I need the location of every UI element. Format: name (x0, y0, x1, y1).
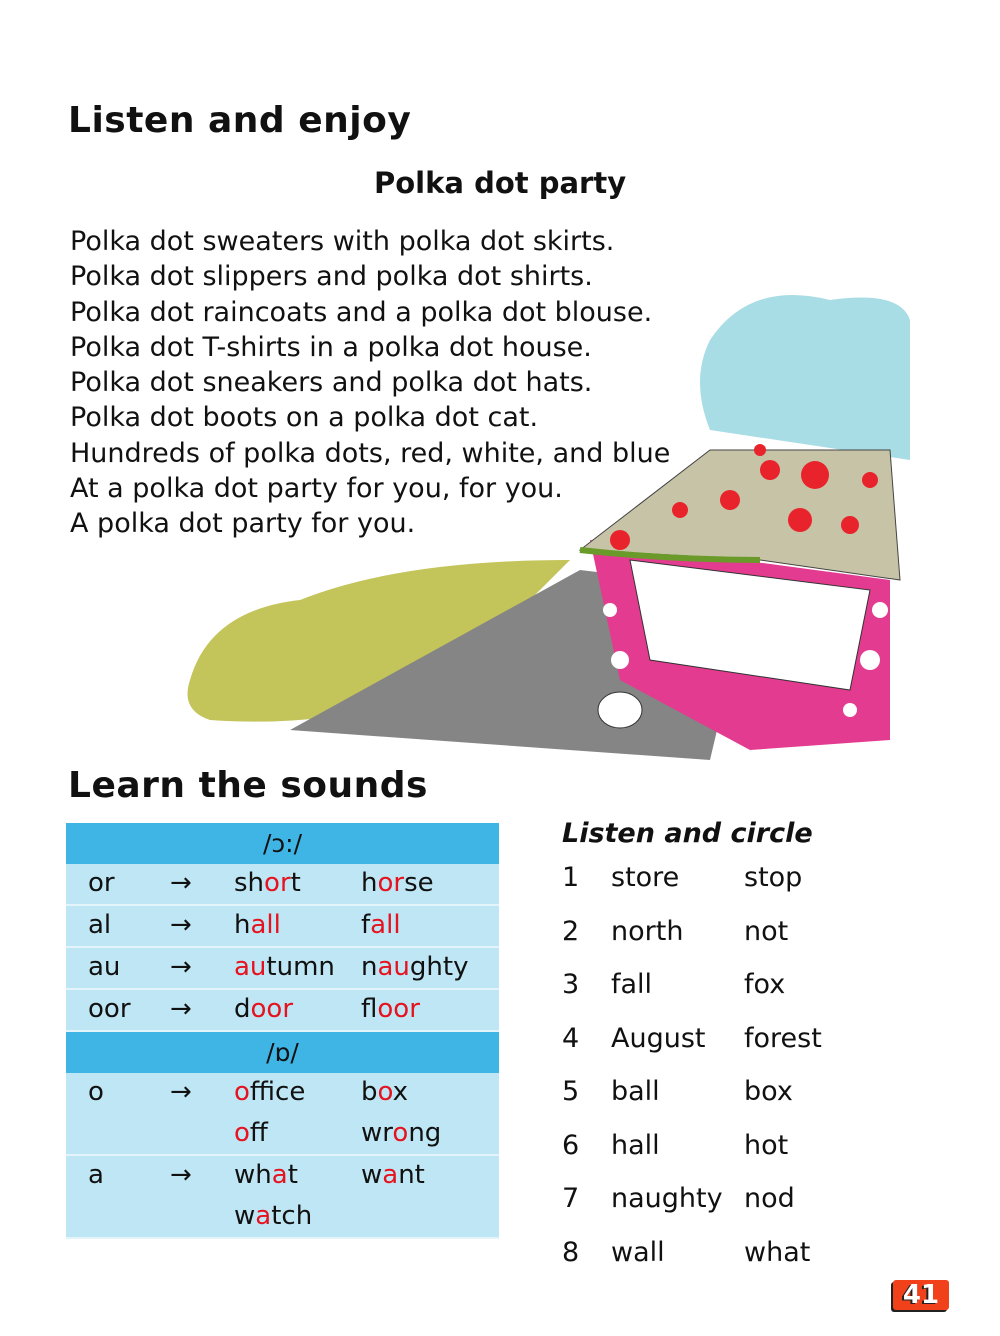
word-part: tch (271, 1201, 313, 1231)
word-option-a[interactable]: store (611, 862, 680, 893)
arrow-icon: → (170, 910, 192, 940)
poem-line: Polka dot slippers and polka dot shirts. (70, 261, 593, 293)
highlighted-letters: all (250, 910, 281, 940)
highlighted-letters: o (392, 1118, 409, 1148)
word-part: wh (234, 1160, 272, 1190)
highlighted-letters: a (255, 1201, 272, 1231)
example-word (361, 910, 401, 940)
highlighted-letters: au (234, 952, 267, 982)
word-option-a[interactable]: August (611, 1022, 706, 1054)
word-part: ghty (409, 952, 469, 982)
poem-title: Polka dot party (374, 166, 627, 200)
highlighted-letters: o (377, 1077, 393, 1107)
example-word (234, 1077, 305, 1107)
spelling: oor (88, 994, 131, 1024)
spelling: or (88, 868, 115, 898)
example-word (234, 910, 281, 940)
word-option-b[interactable]: hot (744, 1129, 789, 1161)
word-option-b[interactable]: stop (744, 862, 803, 893)
word-part: ng (408, 1118, 442, 1148)
highlighted-letters: or (264, 868, 291, 898)
highlighted-letters: a (271, 1160, 288, 1190)
section-title-learn-the-sounds: Learn the sounds (68, 765, 428, 806)
poem-line: A polka dot party for you. (70, 508, 416, 540)
example-word (234, 1160, 298, 1190)
poem-line: Polka dot T-shirts in a polka dot house. (70, 331, 592, 363)
spelling: au (88, 952, 121, 982)
spelling: a (88, 1160, 104, 1190)
word-part: fl (361, 994, 378, 1024)
word-part: ffice (249, 1077, 306, 1107)
sound-row (66, 948, 499, 990)
poem-line: Polka dot raincoats and a polka dot blouse. (70, 296, 653, 328)
word-part: h (234, 910, 251, 940)
word-part: x (392, 1077, 409, 1107)
arrow-icon: → (170, 868, 192, 898)
word-part: nt (398, 1160, 425, 1190)
word-option-b[interactable]: fox (744, 969, 786, 1000)
item-number: 8 (562, 1236, 580, 1268)
example-word (361, 994, 420, 1024)
section-title-listen-and-enjoy: Listen and enjoy (68, 100, 412, 141)
page-number: 41 (893, 1280, 949, 1310)
example-word (234, 1201, 312, 1231)
highlighted-letters: au (377, 952, 410, 982)
word-part: w (361, 1160, 383, 1190)
arrow-icon: → (170, 952, 192, 982)
poem-line: Hundreds of polka dots, red, white, and blue (70, 437, 671, 469)
highlighted-letters: o (234, 1077, 250, 1107)
poem-line: At a polka dot party for you, for you. (70, 473, 563, 505)
example-word (234, 868, 301, 898)
example-word (234, 1118, 268, 1148)
sound-row (66, 906, 499, 948)
item-number: 3 (562, 969, 580, 1000)
word-option-b[interactable]: box (744, 1076, 793, 1107)
sounds-table (66, 823, 499, 1239)
listen-and-circle-title: Listen and circle (562, 818, 813, 849)
arrow-icon: → (170, 1077, 192, 1107)
word-option-a[interactable]: naughty (611, 1183, 723, 1214)
highlighted-letters: oor (377, 994, 420, 1024)
highlighted-letters: all (370, 910, 401, 940)
sound-header: /ɒ/ (66, 1032, 499, 1073)
word-part: b (361, 1077, 378, 1107)
sound-row (66, 1156, 499, 1239)
word-part: d (234, 994, 251, 1024)
word-part: t (290, 868, 301, 898)
spelling: o (88, 1077, 104, 1107)
poem-line: Polka dot sneakers and polka dot hats. (70, 367, 593, 399)
example-word (361, 1077, 408, 1107)
highlighted-letters: oor (250, 994, 294, 1024)
word-part: tumn (266, 952, 335, 982)
example-word (361, 952, 468, 982)
arrow-icon: → (170, 994, 192, 1024)
poem-line: Polka dot sweaters with polka dot skirts. (70, 226, 615, 257)
highlighted-letters: or (377, 868, 405, 898)
highlighted-letters: o (234, 1118, 250, 1148)
item-number: 1 (562, 862, 580, 893)
spelling: al (88, 910, 112, 940)
word-option-b[interactable]: nod (744, 1183, 795, 1214)
word-part: sh (234, 868, 265, 898)
sound-row (66, 990, 499, 1032)
item-number: 5 (562, 1076, 580, 1107)
word-part: n (361, 952, 378, 982)
item-number: 6 (562, 1129, 580, 1161)
word-part: h (361, 868, 378, 898)
word-part: f (361, 910, 371, 940)
word-option-b[interactable]: what (744, 1236, 811, 1268)
word-option-a[interactable]: ball (611, 1076, 660, 1107)
word-part: se (404, 868, 434, 898)
item-number: 2 (562, 915, 580, 947)
word-part: t (287, 1160, 298, 1190)
highlighted-letters: a (382, 1160, 399, 1190)
word-option-a[interactable]: hall (611, 1129, 660, 1161)
poem-line: Polka dot boots on a polka dot cat. (70, 402, 539, 434)
polka-dot-shop-illustration (150, 260, 910, 770)
word-option-b[interactable]: forest (744, 1022, 822, 1054)
arrow-icon: → (170, 1160, 192, 1190)
example-word (361, 1118, 441, 1148)
word-option-a[interactable]: north (611, 915, 684, 947)
word-part: ff (249, 1118, 268, 1148)
example-word (361, 1160, 425, 1190)
word-option-a[interactable]: wall (611, 1236, 665, 1268)
sound-row (66, 864, 499, 906)
word-part: w (234, 1201, 256, 1231)
word-option-b[interactable]: not (744, 915, 789, 947)
example-word (234, 952, 335, 982)
sound-header: /ɔ:/ (66, 823, 499, 864)
sound-row (66, 1073, 499, 1156)
item-number: 4 (562, 1022, 580, 1054)
word-option-a[interactable]: fall (611, 969, 653, 1000)
example-word (234, 994, 293, 1024)
item-number: 7 (562, 1183, 580, 1214)
word-part: wr (361, 1118, 393, 1148)
example-word (361, 868, 434, 898)
